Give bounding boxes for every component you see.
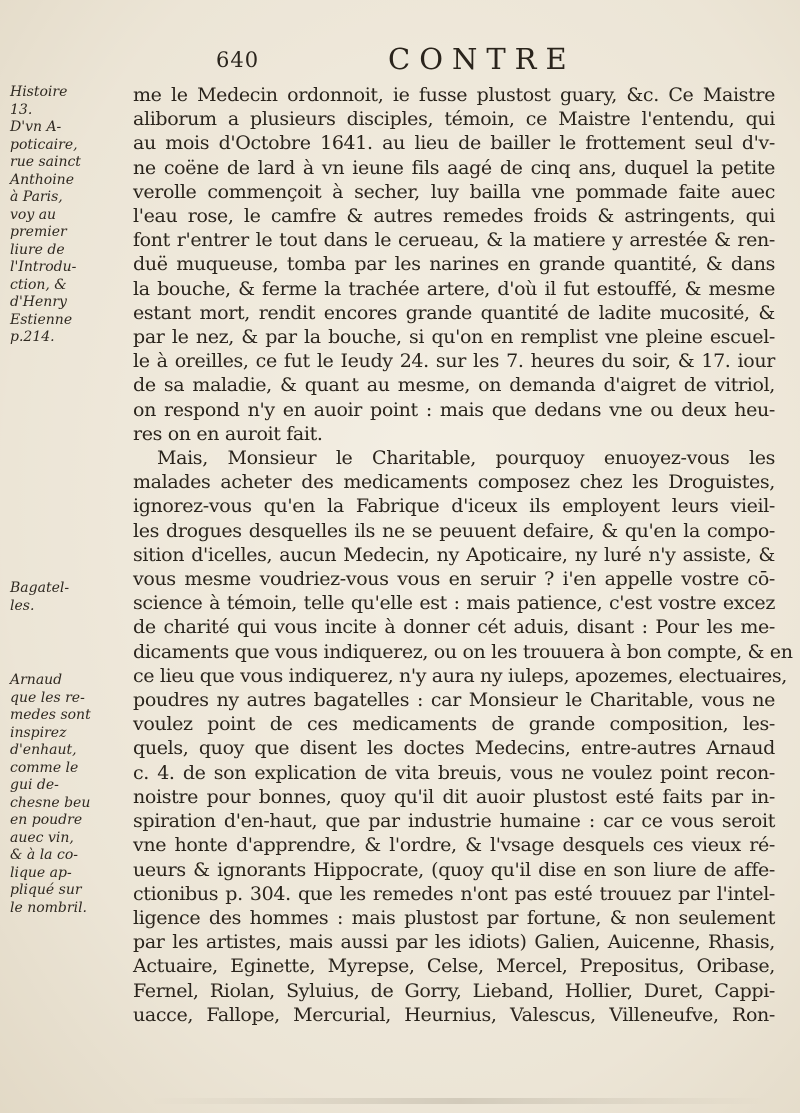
- margin-note-line: premier: [10, 224, 67, 240]
- margin-note-line: d'Henry: [10, 294, 67, 310]
- margin-note-line: liure de: [10, 241, 65, 258]
- body-line: ignorez-vous qu'en la Fabrique d'iceux ils employent leurs vieil-: [133, 495, 775, 518]
- page-number: 640: [216, 48, 260, 72]
- margin-note-line: rue sainct: [10, 154, 81, 170]
- body-line: vne honte d'apprendre, & l'ordre, & l'vsage desquels ces vieux ré-: [133, 834, 775, 857]
- margin-note-line: chesne beu: [10, 794, 91, 811]
- body-line: ce lieu que vous indiquerez, n'y aura ny iuleps, apozemes, electuaires,: [133, 664, 788, 687]
- margin-note-line: voy au: [10, 206, 57, 223]
- body-line: aliborum a plusieurs disciples, témoin, ce Maistre l'entendu, qui: [133, 108, 775, 131]
- body-line: voulez point de ces medicaments de grande composition, les-: [133, 713, 775, 736]
- margin-note-line: le nombril.: [10, 899, 87, 916]
- body-line: spiration d'en-haut, que par industrie humaine : car ce vous seroit: [133, 810, 775, 833]
- body-line: noistre pour bonnes, quoy qu'il dit auoir plustost esté faits par in-: [133, 785, 775, 808]
- margin-note-line: poticaire,: [10, 136, 78, 153]
- margin-note-line: medes sont: [10, 707, 91, 723]
- body-text: [133, 83, 793, 1027]
- margin-note-line: p.214.: [10, 329, 55, 345]
- margin-note-line: les.: [10, 597, 35, 614]
- margin-note-line: & à la co-: [10, 847, 78, 863]
- margin-note-arnaud: [10, 672, 118, 917]
- margin-note-line: comme le: [10, 759, 79, 776]
- body-line: me le Medecin ordonnoit, ie fusse plustost guary, &c. Ce Maistre: [133, 84, 775, 106]
- margin-note-line: gui de-: [10, 777, 59, 793]
- body-line: Actuaire, Eginette, Myrepse, Celse, Mercel, Prepositus, Oribase,: [133, 955, 775, 978]
- body-line: la bouche, & ferme la trachée artere, d'où il fut estouffé, & mesme: [133, 277, 775, 300]
- body-line: Mais, Monsieur le Charitable, pourquoy enuoyez-vous les: [157, 447, 775, 470]
- body-line: ctionibus p. 304. que les remedes n'ont pas esté trouuez par l'intel-: [133, 882, 775, 905]
- margin-note-line: auec vin,: [10, 829, 74, 846]
- body-line: Fernel, Riolan, Syluius, de Gorry, Lieband, Hollier, Duret, Cappi-: [133, 979, 775, 1002]
- body-line: poudres ny autres bagatelles : car Monsieur le Charitable, vous ne: [133, 689, 775, 712]
- margin-note-line: inspirez: [10, 724, 67, 741]
- body-line: malades acheter des medicaments composez chez les Droguistes,: [133, 471, 775, 494]
- margin-note-line: D'vn A-: [10, 119, 62, 135]
- margin-note-line: lique ap-: [10, 864, 72, 881]
- margin-note-line: d'enhaut,: [10, 742, 77, 758]
- body-line: au mois d'Octobre 1641. au lieu de bailler le frottement seul d'v-: [133, 132, 775, 155]
- body-line: res on en auroit fait.: [133, 422, 323, 445]
- body-line: par les artistes, mais aussi par les idiots) Galien, Auicenne, Rhasis,: [133, 931, 775, 954]
- margin-note-line: Bagatel-: [10, 580, 70, 596]
- body-line: de charité qui vous incite à donner cét aduis, disant : Pour les me-: [133, 616, 775, 639]
- margin-note-histoire: [10, 84, 118, 347]
- page-header: [216, 42, 776, 88]
- body-line: vous mesme voudriez-vous vous en seruir ? i'en appelle vostre cō-: [133, 568, 775, 591]
- margin-note-line: pliqué sur: [10, 882, 82, 898]
- body-line: ligence des hommes : mais plustost par fortune, & non seulement: [133, 906, 775, 929]
- margin-note-bagatelles: [10, 580, 118, 615]
- body-line: c. 4. de son explication de vita breuis, vous ne voulez point recon-: [133, 761, 775, 784]
- body-line: par le nez, & par la bouche, si qu'on en remplist vne pleine escuel-: [133, 326, 775, 349]
- body-line: science à témoin, telle qu'elle est : mais patience, c'est vostre excez: [133, 592, 775, 615]
- margin-note-line: en poudre: [10, 812, 83, 828]
- body-line: ueurs & ignorants Hippocrate, (quoy qu'il dise en son liure de affe-: [133, 858, 775, 881]
- running-title: CONTRE: [388, 42, 576, 76]
- page-edge-smudge: [150, 1098, 770, 1104]
- margin-note-line: Arnaud: [10, 672, 63, 688]
- margin-note-line: que les re-: [10, 689, 85, 706]
- margin-note-line: Histoire: [10, 84, 68, 100]
- body-line: uacce, Fallope, Mercurial, Heurnius, Valescus, Villeneufve, Ron-: [133, 1003, 775, 1026]
- body-line: dicaments que vous indiquerez, ou on les trouuera à bon compte, & en: [133, 640, 793, 663]
- body-line: le à oreilles, ce fut le Ieudy 24. sur les 7. heures du soir, & 17. iour: [133, 350, 775, 373]
- body-line: duë muqueuse, tomba par les narines en grande quantité, & dans: [133, 253, 775, 276]
- body-line: quels, quoy que disent les doctes Medecins, entre-autres Arnaud: [133, 737, 775, 760]
- body-line: de sa maladie, & quant au mesme, on demanda d'aigret de vitriol,: [133, 374, 775, 397]
- margin-note-line: à Paris,: [10, 189, 63, 205]
- body-line: font r'entrer le tout dans le cerueau, & la matiere y arrestée & ren-: [133, 229, 775, 252]
- margin-note-line: l'Introdu-: [10, 259, 77, 275]
- body-line: on respond n'y en auoir point : mais que dedans vne ou deux heu-: [133, 398, 775, 421]
- margin-note-line: Estienne: [10, 311, 73, 328]
- body-line: l'eau rose, le camfre & autres remedes froids & astringents, qui: [133, 205, 775, 228]
- body-line: ne coëne de lard à vn ieune fils aagé de cinq ans, duquel la petite: [133, 156, 775, 179]
- body-line: verolle commençoit à secher, luy bailla vne pommade faite auec: [133, 180, 775, 203]
- body-line: estant mort, rendit encores grande quantité de ladite mucosité, &: [133, 301, 775, 324]
- margin-note-line: Anthoine: [10, 171, 74, 188]
- body-line: sition d'icelles, aucun Medecin, ny Apoticaire, ny luré n'y assiste, &: [133, 543, 775, 566]
- margin-note-line: 13.: [10, 101, 33, 118]
- body-line: les drogues desquelles ils ne se peuuent defaire, & qu'en la compo-: [133, 519, 775, 542]
- margin-note-line: ction, &: [10, 276, 67, 293]
